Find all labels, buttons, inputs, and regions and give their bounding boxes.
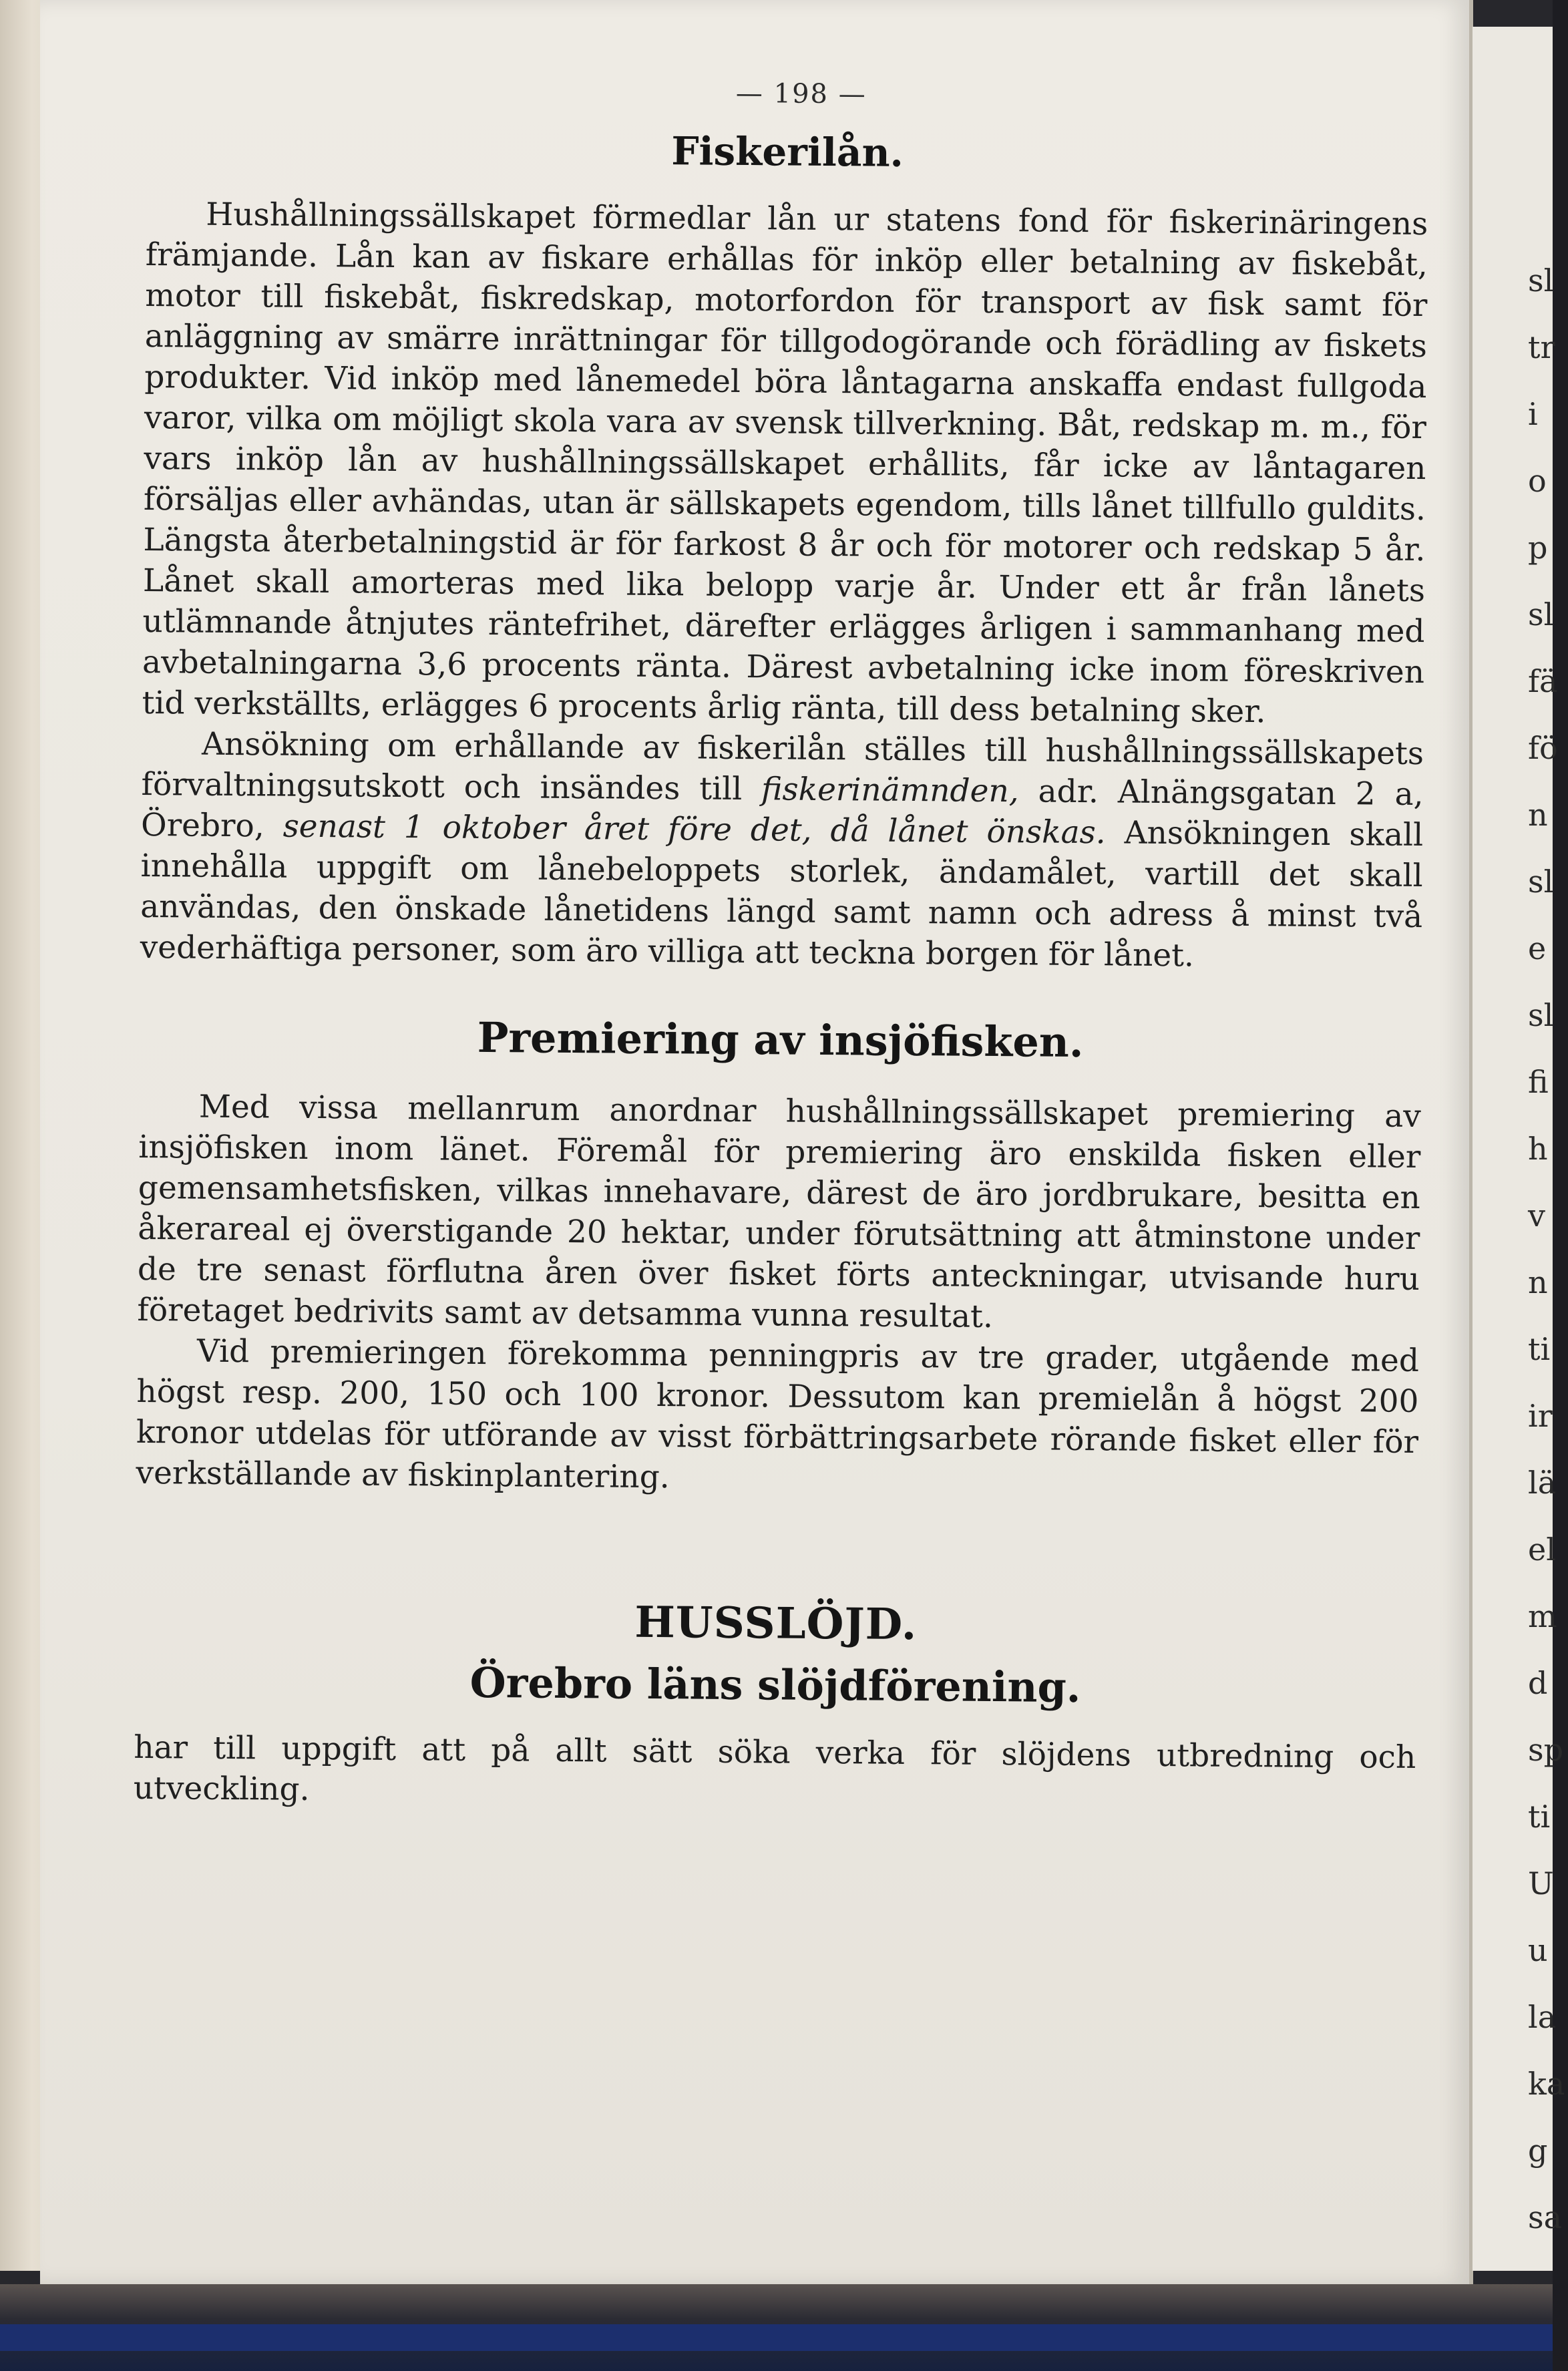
section-subtitle-slojdforening: Örebro läns slöjdförening. <box>469 1658 1081 1712</box>
facing-fragment: g <box>1528 2133 1548 2169</box>
fiskerilan-paragraph-2 <box>140 723 1424 978</box>
premiering-paragraph-2: Vid premieringen förekomma penningpris av tre grader, utgående med högst resp. 200, 150 och 100 kronor. Dessutom kan premielån å högst 200 kronor utdelas för utförande av visst förbättringsarbete rörande fisket eller för verkställande av fiskinplantering. <box>136 1332 1420 1496</box>
facing-fragment: h <box>1528 1131 1548 1167</box>
section-title-fiskerilan: Fiskerilån. <box>671 128 904 176</box>
fiskerilan-paragraph-1: Hushållningssällskapet förmedlar lån ur statens fond för fiskerinäringens främjande. Lån kan av fiskare erhållas för inköp eller betalning av fiskebåt, motor till fiskebåt, fiskredskap, motorfordon för transport av fisk samt för anläggning av smärre inrättningar för tillgodogörande och förädling av fiskets produkter. Vid inköp med lånemedel böra låntagarna anskaffa endast fullgoda varor, vilka om möjligt skola vara av svensk tillverkning. Båt, redskap m. m., för vars inköp lån av hushållningssällskapet erhållits, får icke av låntagaren försäljas eller avhändas, utan är sällskapets egendom, tills lånet tillfullo guldits. Längsta återbetalningstid är för farkost 8 år och för motorer och redskap 5 år. Lånet skall amorteras med lika belopp varje år. Under ett år från lånets utlämnande åtnjutes räntefrihet, därefter erlägges årligen i sammanhang med avbetalningarna 3,6 procents ränta. Därest avbetalning icke inom föreskriven tid verkställts, erlägges 6 procents årlig ränta, till dess betalning sker. <box>142 196 1428 731</box>
facing-fragment: la <box>1528 1999 1557 2035</box>
facing-fragment: fö <box>1528 730 1558 766</box>
facing-fragment: lä <box>1528 1465 1557 1501</box>
facing-fragment: e <box>1528 930 1547 966</box>
page-number: — 198 — <box>735 77 867 110</box>
facing-fragment: fi <box>1528 1064 1549 1100</box>
facing-fragment: d <box>1528 1665 1548 1701</box>
husslojd-paragraph-1: har till uppgift att på allt sätt söka verka för slöjdens utbredning och utveckling. <box>133 1728 1416 1808</box>
book-cover-edge <box>0 2324 1553 2351</box>
premiering-paragraph-1: Med vissa mellanrum anordnar hushållningssällskapet premiering av insjöfisken inom länet. Föremål för premiering äro enskilda fisken eller gemensamhetsfisken, vilkas innehavare, därest de äro jordbrukare, besitta en åkerareal ej överstigande 20 hektar, under förutsättning att åtminstone under de tre senast förflutna åren över fisket förts anteckningar, utvisande huru företaget bedrivits samt av detsamma vunna resultat. <box>137 1088 1422 1336</box>
fiskerilan-p2-text-e: Ansökningen skall innehålla uppgift om lånebeloppets storlek, ändamålet, vartill det skall användas, den önskade lånetidens längd samt namn och adress å minst två vederhäftiga personer, som äro villiga att teckna borgen för lånet. <box>140 814 1424 974</box>
facing-fragment: sl <box>1528 997 1554 1033</box>
facing-fragment: n <box>1528 797 1548 833</box>
facing-fragment: i <box>1528 396 1538 432</box>
section-title-husslojd: HUSSLÖJD. <box>634 1597 918 1650</box>
facing-fragment: ti <box>1528 1799 1551 1835</box>
facing-fragment: v <box>1528 1198 1545 1234</box>
facing-fragment: ir <box>1528 1398 1553 1434</box>
facing-fragment: o <box>1528 463 1547 499</box>
facing-fragment: sl <box>1528 262 1554 299</box>
facing-fragment: sa <box>1528 2199 1563 2235</box>
facing-fragment: sp <box>1528 1732 1564 1768</box>
facing-fragment: ka <box>1528 2066 1565 2102</box>
fiskerilan-p2-italic-deadline: senast 1 oktober året före det, då lånet önskas. <box>282 807 1106 852</box>
facing-fragment: sl <box>1528 596 1554 632</box>
fiskerilan-p2-text-c: adr. Alnängsgatan 2 a, Örebro, <box>140 773 1424 845</box>
facing-fragment: el <box>1528 1531 1556 1568</box>
facing-fragment: m <box>1528 1598 1557 1634</box>
facing-fragment: U <box>1528 1865 1554 1901</box>
section-title-premiering: Premiering av insjöfisken. <box>477 1013 1084 1067</box>
facing-fragment: p <box>1528 530 1548 566</box>
facing-fragment: fä <box>1528 663 1558 699</box>
facing-fragment: u <box>1528 1932 1548 1968</box>
fiskerilan-p2-text-a: Ansökning om erhållande av fiskerilån ställes till hushållningssällskapets förvaltningsutskott och insändes till <box>141 725 1424 808</box>
fiskerilan-p2-italic-fiskerinamnden: fiskerinämnden, <box>761 771 1019 810</box>
facing-fragment: ti <box>1528 1331 1551 1367</box>
scan-bottom-background <box>0 2284 1553 2371</box>
facing-fragment: tr <box>1528 329 1555 365</box>
facing-fragment: n <box>1528 1264 1548 1300</box>
facing-page-text <box>1528 247 1568 2251</box>
facing-fragment: sl <box>1528 864 1554 900</box>
page-text-column <box>134 73 1429 1819</box>
